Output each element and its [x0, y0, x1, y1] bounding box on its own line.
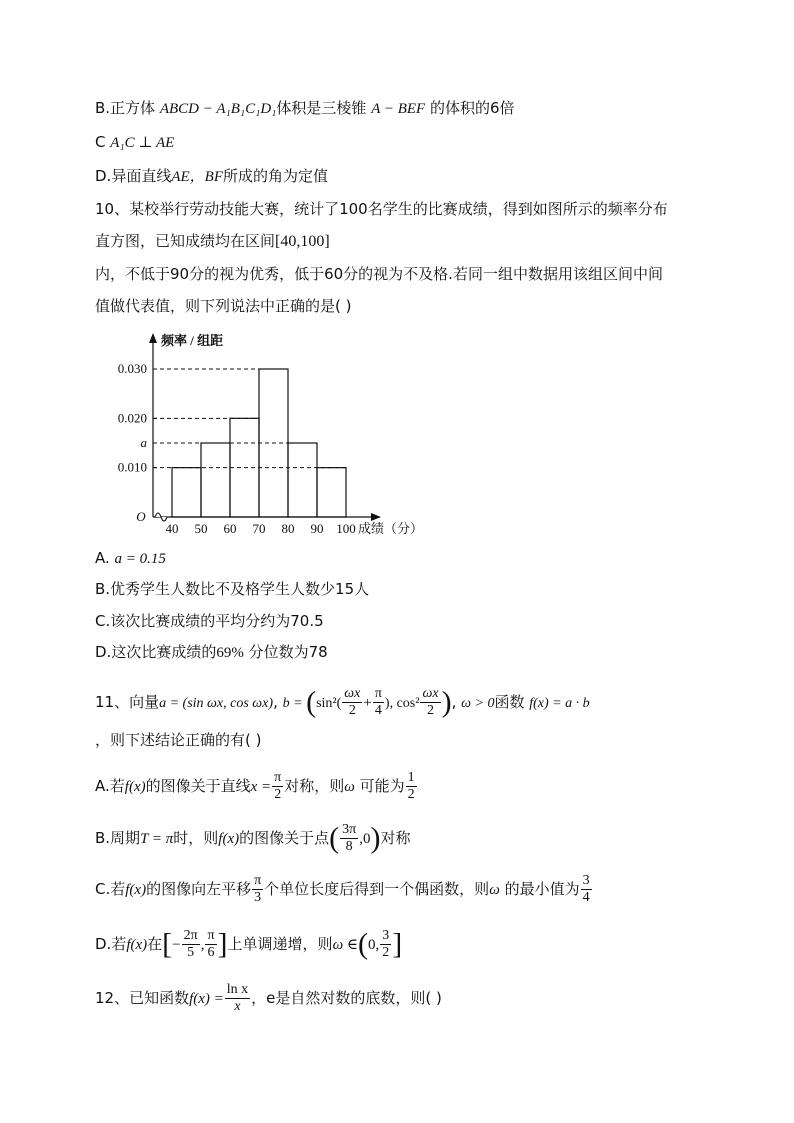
y-axis-arrow: [149, 333, 157, 343]
q10-option-c: C.该次比赛成绩的平均分约为70.5: [95, 612, 324, 630]
x-axis-arrow: [371, 513, 381, 521]
q10-option-b: B.优秀学生人数比不及格学生人数少15人: [95, 580, 370, 598]
y-tick-label: 0.030: [117, 361, 147, 376]
q10-stem-line1: 10、某校举行劳动技能大赛，统计了100名学生的比赛成绩，得到如图所示的频率分布: [95, 200, 668, 218]
x-tick-label: 40: [165, 521, 179, 536]
q9-option-b: B.正方体 ABCD − A₁B₁C₁D₁体积是三棱锥 A − BEF 的体积的6倍: [95, 99, 515, 117]
histogram-bar: [317, 468, 346, 517]
histogram-bar: [172, 468, 201, 517]
x-tick-label: 70: [252, 521, 266, 536]
x-axis-label: 成绩（分）: [358, 521, 424, 536]
origin-label: O: [136, 509, 146, 524]
x-tick-label: 50: [194, 521, 208, 536]
q9-option-c: C A₁C ⊥ AE: [95, 133, 175, 151]
q11-stem-line2: ，则下述结论正确的有( ): [95, 731, 262, 749]
y-tick-label: 0.010: [117, 459, 147, 475]
histogram-bar: [288, 443, 317, 517]
y-tick-label: 0.020: [117, 410, 147, 426]
q11-option-b: B.周期T = π时，则f(x)的图像关于点( $\frac{3\pi}{8}$ ,0)对称: [95, 821, 411, 855]
y-axis-label: 频率 / 组距: [161, 333, 224, 348]
frequency-histogram: [95, 325, 435, 537]
q10-stem-line3: 内，不低于90分的视为优秀，低于60分的视为不及格.若同一组中数据用该组区间中间: [95, 265, 663, 283]
histogram-bar: [201, 443, 230, 517]
x-tick-label: 80: [281, 521, 295, 536]
x-tick-label: 60: [223, 521, 237, 536]
q11-option-a: A.若f(x)的图像关于直线x = $\frac{\pi}{2}$ 对称，则ω 可能为 $\frac{1}{2}$: [95, 770, 415, 802]
axis-break-mark: [155, 513, 167, 521]
q10-option-d: D.这次比赛成绩的69% 分位数为78: [95, 643, 328, 661]
q10-option-a: A. a = 0.15: [95, 549, 166, 567]
q11-option-c: C.若f(x)的图像向左平移 $\frac{\pi}{3}$ 个单位长度后得到一个偶函数，则ω 的最小值为 $\frac{3}{4}$: [95, 873, 590, 905]
x-tick-label: 100: [336, 521, 356, 536]
q12-stem: 12、已知函数f(x) = $\frac{\text{ln x}}{x}$ ，e是自然对数的底数，则( ): [95, 982, 442, 1014]
q10-stem-line4: 值做代表值，则下列说法中正确的是( ): [95, 297, 352, 315]
x-tick-label: 90: [310, 521, 324, 536]
q9-option-d: D.异面直线AE，BF所成的角为定值: [95, 167, 328, 185]
q11-option-d: D.若f(x)在[− $\frac{2\pi}{5}$ , $\frac{\pi}{6}$ ]上单调递增，则ω ∈(0, $\frac{3}{2}$ ]: [95, 927, 403, 961]
y-tick-label: a: [140, 435, 147, 450]
q10-stem-line2: 直方图，已知成绩均在区间[40,100]: [95, 232, 330, 250]
q11-stem-line1: 11、向量a = (sin ωx, cos ωx), b = (sin²( $\frac{\omega x}{2}$ + $\frac{\pi}{4}$ ), cos² $\frac{\omega x}{2}$ ), ω > 0函数 f(x) = a · b: [95, 685, 590, 719]
